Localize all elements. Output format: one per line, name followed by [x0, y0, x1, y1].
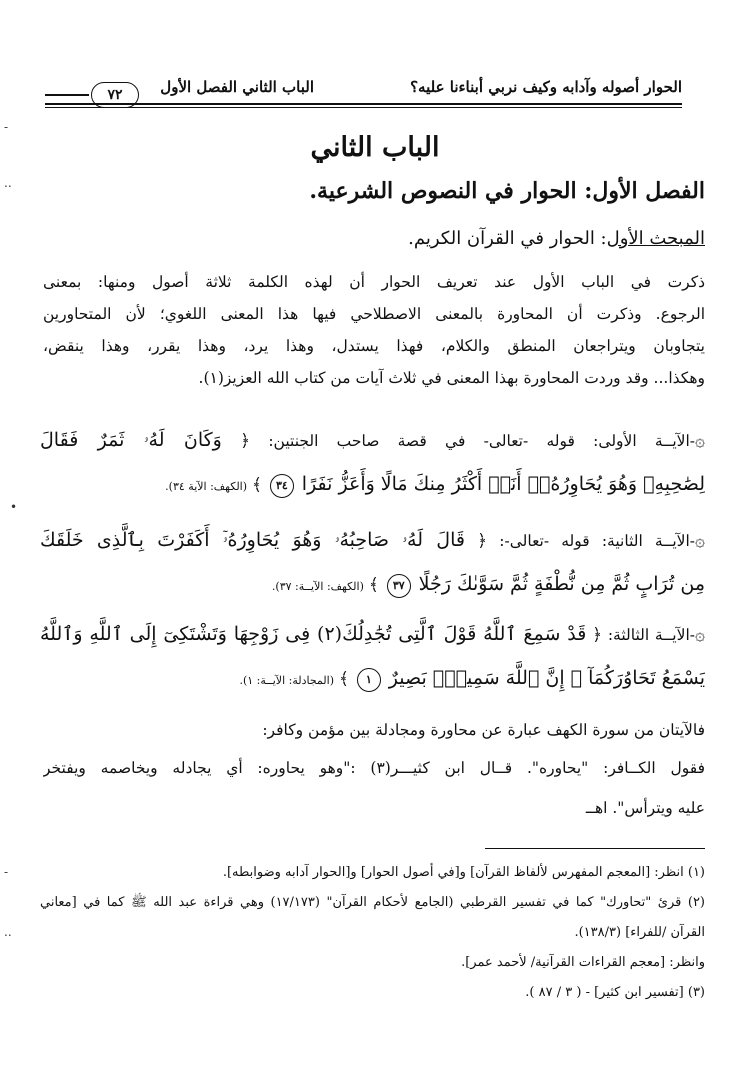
- subsection-title: [408, 228, 705, 249]
- verse-line: [40, 612, 705, 656]
- quran-bracket-icon: ﴿: [477, 531, 488, 551]
- quran-text: وَكَانَ لَهُۥ ثَمَرٌ فَقَالَ: [40, 429, 222, 451]
- ayah-number: ٣٤: [270, 474, 294, 498]
- header-rule-thin: [45, 107, 682, 108]
- verse-reference: (المجادلة: الآيــة: ١).: [239, 674, 334, 687]
- text-line: الرجوع. وذكرت أن المحاورة بالمعنى الاصطلاحي فيها هذا المعنى اللغوي؛ لأن المتحاورين: [43, 305, 705, 323]
- quran-text: مِن تُرَابٍ ثُمَّ مِن نُّطْفَةٍ ثُمَّ سَوَّىٰكَ رَجُلًا: [418, 573, 705, 595]
- subsection-lead: المبحث الأول: [606, 228, 705, 249]
- text-line: فالآيتان من سورة الكهف عبارة عن محاورة ومجادلة بين مؤمن وكافر:: [262, 721, 705, 739]
- text-line: ذكرت في الباب الأول عند تعريف الحوار أن لهذه الكلمة ثلاثة أصول ومنها: بمعنى: [43, 273, 705, 291]
- text-line: يتجاوبان ويتراجعان المنطق والكلام، فهذا يستدل، وهذا يرد، وهذا يقرر، وهذا ينقض،: [43, 337, 705, 355]
- section-title: الفصل الأول: الحوار في النصوص الشرعية.: [309, 178, 705, 204]
- subsection-rest: : الحوار في القرآن الكريم.: [408, 228, 607, 249]
- footnote: وانظر: [معجم القراءات القرآنية/ لأحمد عمر].: [461, 955, 705, 970]
- margin-mark: ..: [4, 925, 12, 939]
- ayah-number: ٣٧: [387, 574, 411, 598]
- footnote: القرآن /للفراء] (١٣٨/٣).: [574, 925, 705, 940]
- page-number: ٧٢: [91, 82, 139, 108]
- flower-ornament-icon: ۞: [695, 531, 705, 551]
- margin-mark: -: [4, 865, 9, 879]
- quran-bracket-icon: ﴾: [338, 669, 349, 689]
- commentary-paragraph: [43, 712, 705, 828]
- quran-text: لِصَٰحِبِهِۦ وَهُوَ يُحَاوِرُهُۥٓ أَنَا۠ أَكْثَرُ مِنكَ مَالًا وَأَعَزُّ نَفَرًا: [301, 473, 705, 495]
- verse-reference: (الكهف: الآية ٣٤).: [165, 480, 248, 493]
- header-rule-stub: [45, 94, 89, 96]
- footnotes: [40, 858, 705, 1008]
- book-title: الحوار أصوله وآدابه وكيف نربي أبناءنا عليه؟: [410, 78, 682, 96]
- verse-line: [40, 518, 705, 562]
- header-rule: [45, 103, 682, 105]
- text-line: فقول الكــافر: "يحاوره". قــال ابن كثيـــر(٣) :"وهو يحاوره: أي يجادله ويخاصمه ويفتخر: [43, 759, 705, 777]
- quran-bracket-icon: ﴾: [251, 475, 262, 495]
- verse-label: -الآيــة الثانية: قوله -تعالى-:: [499, 532, 696, 550]
- running-header: [45, 74, 682, 108]
- chapter-reference: الباب الثاني الفصل الأول: [160, 78, 314, 96]
- quran-text: قَدْ سَمِعَ ٱللَّهُ قَوْلَ ٱلَّتِى تُجَٰدِلُكَ(٢) فِى زَوْجِهَا وَتَشْتَكِىٓ إِلَى ٱللَّهِ وَٱللَّهُ: [40, 623, 587, 645]
- quran-bracket-icon: ﴾: [368, 575, 379, 595]
- ayah-number: ١: [357, 668, 381, 692]
- chapter-title: الباب الثاني: [310, 132, 440, 163]
- flower-ornament-icon: ۞: [695, 431, 705, 451]
- margin-mark: •: [10, 500, 18, 514]
- verse-line: [40, 418, 705, 462]
- verse-reference: (الكهف: الآيــة: ٣٧).: [271, 580, 364, 593]
- footnote: (١) انظر: [المعجم المفهرس لألفاظ القرآن] و[في أصول الحوار] و[الحوار آدابه وضوابطه].: [222, 865, 705, 880]
- verse-block-1: [40, 418, 705, 506]
- verse-block-2: [40, 518, 705, 606]
- verse-block-3: [40, 612, 705, 700]
- quran-bracket-icon: ﴿: [592, 625, 603, 645]
- quran-bracket-icon: ﴿: [240, 431, 251, 451]
- text-line: عليه ويترأس". اهــ: [585, 799, 705, 817]
- text-line: وهكذا... وقد وردت المحاورة بهذا المعنى في ثلاث آيات من كتاب الله العزيز(١).: [198, 369, 705, 387]
- verse-line: [40, 656, 705, 700]
- margin-mark: ..: [4, 176, 12, 190]
- verse-label: -الآيــة الأولى: قوله -تعالى- في قصة صاحب الجنتين:: [268, 432, 696, 450]
- verse-line: [40, 462, 705, 506]
- quran-text: قَالَ لَهُۥ صَاحِبُهُۥ وَهُوَ يُحَاوِرُهُۥٓ أَكَفَرْتَ بِٱلَّذِى خَلَقَكَ: [40, 529, 465, 551]
- margin-mark: -: [4, 120, 9, 134]
- footnote: (٢) قرئ "تحاورك" كما في تفسير القرطبي (الجامع لأحكام القرآن" (١٧/١٧٣) وهي قراءة عبد الله ﷺ كما في [معاني: [40, 895, 705, 910]
- verse-line: [40, 562, 705, 606]
- verse-label: -الآيــة الثالثة:: [607, 626, 696, 644]
- footnote: (٣) [تفسير ابن كثير] - ( ٣ / ٨٧ ).: [525, 985, 705, 1000]
- quran-text: يَسْمَعُ تَحَاوُرَكُمَآ ۚ إِنَّ ٱللَّهَ سَمِيعٌۢ بَصِيرٌ: [388, 667, 705, 689]
- flower-ornament-icon: ۞: [695, 625, 705, 645]
- footnote-separator: [485, 848, 705, 849]
- intro-paragraph: [43, 266, 705, 394]
